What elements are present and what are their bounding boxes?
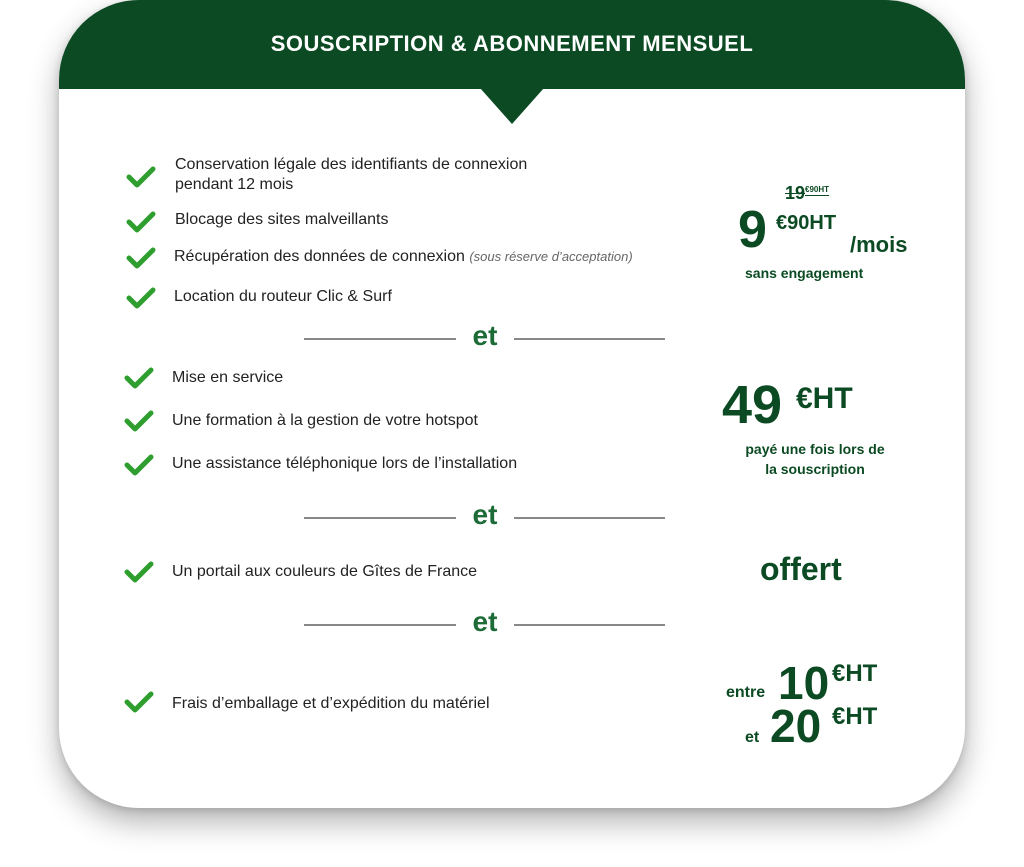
price-value: 10 bbox=[778, 657, 830, 709]
check-icon bbox=[126, 210, 156, 234]
check-icon bbox=[124, 690, 154, 714]
feature-label: Une assistance téléphonique lors de l’installation bbox=[172, 455, 518, 472]
price-superscript: €HT bbox=[832, 660, 878, 687]
feature-label: Location du routeur Clic & Surf bbox=[174, 288, 392, 305]
price-offered: offert bbox=[760, 551, 842, 587]
price-prefix: et bbox=[745, 729, 760, 746]
feature-label: Une formation à la gestion de votre hotspot bbox=[172, 412, 478, 429]
check-icon bbox=[124, 409, 154, 433]
check-icon bbox=[124, 366, 154, 390]
check-icon bbox=[124, 560, 154, 584]
old-price: $19^{€90HT}$ bbox=[785, 183, 830, 203]
feature-item bbox=[174, 247, 633, 267]
header-banner bbox=[59, 0, 965, 89]
separator-line bbox=[514, 624, 665, 626]
price-value: 20 bbox=[770, 700, 822, 752]
feature-label: Récupération des données de connexion bbox=[174, 248, 465, 265]
feature-note: (sous réserve d’acceptation) bbox=[469, 249, 633, 264]
feature-label-line2: pendant 12 mois bbox=[175, 176, 294, 193]
separator-line bbox=[304, 624, 456, 626]
feature-label: Un portail aux couleurs de Gîtes de France bbox=[172, 563, 478, 580]
check-icon bbox=[126, 286, 156, 310]
separator-line bbox=[304, 517, 456, 519]
feature-label: Frais d’emballage et d’expédition du matériel bbox=[172, 695, 490, 712]
check-icon bbox=[126, 165, 156, 189]
separator-word: et bbox=[472, 320, 498, 351]
price-main: 9 bbox=[738, 201, 767, 259]
separator-word: et bbox=[472, 606, 498, 637]
price-superscript: €90HT bbox=[776, 212, 837, 234]
header-notch bbox=[480, 88, 544, 124]
price-caption: sans engagement bbox=[745, 265, 864, 281]
price-unit: /mois bbox=[850, 232, 908, 257]
price-superscript: €HT bbox=[832, 703, 878, 730]
feature-label: Blocage des sites malveillants bbox=[175, 211, 389, 228]
header-title: SOUSCRIPTION & ABONNEMENT MENSUEL bbox=[270, 31, 754, 56]
separator-line bbox=[304, 338, 456, 340]
separator-line bbox=[514, 338, 665, 340]
feature-label: Mise en service bbox=[172, 369, 284, 386]
separator-line bbox=[514, 517, 665, 519]
price-prefix: entre bbox=[726, 684, 766, 701]
separator-word: et bbox=[472, 499, 498, 530]
check-icon bbox=[124, 453, 154, 477]
feature-item bbox=[175, 155, 527, 195]
price-superscript: €HT bbox=[796, 382, 853, 415]
price-caption: payé une fois lors de la souscription bbox=[745, 441, 885, 477]
feature-label: Conservation légale des identifiants de connexion bbox=[175, 156, 528, 173]
price-main: 49 bbox=[722, 375, 783, 435]
check-icon bbox=[126, 246, 156, 270]
